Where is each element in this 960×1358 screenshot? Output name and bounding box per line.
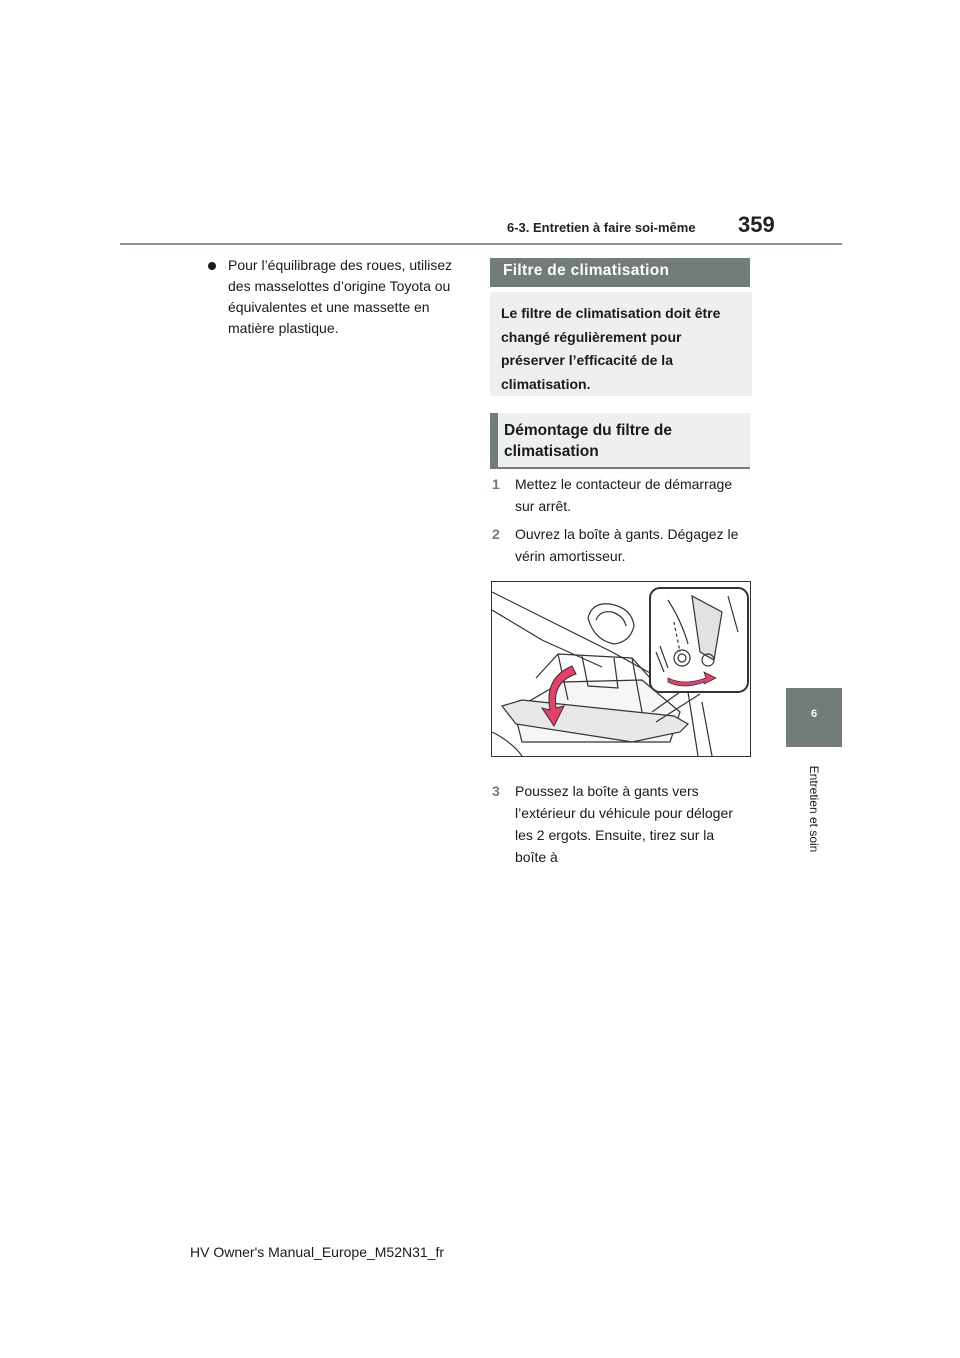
bullet-text: Pour l’équilibrage des roues, utilisez des masselottes d’origine Toyota ou équivalentes et une massette en matière plastique. [228, 257, 453, 336]
subsection-title: Démontage du filtre de climatisation [504, 422, 672, 460]
step-number: 3 [492, 783, 500, 799]
step-number: 1 [492, 476, 500, 492]
bullet-icon [208, 262, 216, 270]
step-text: Mettez le contacteur de démarrage sur arrêt. [515, 476, 733, 514]
page-number: 359 [738, 212, 775, 237]
intro-text: Le filtre de climatisation doit être changé régulièrement pour préserver l’efficacité de la climatisation. [501, 305, 721, 392]
section-title: Filtre de climatisation [503, 262, 670, 279]
subsection-title-box [490, 413, 750, 469]
chapter-number: 6 [810, 708, 818, 720]
manual-footer: HV Owner's Manual_Europe_M52N31_fr [190, 1244, 445, 1260]
step-2 [492, 523, 742, 567]
step-3 [492, 780, 742, 865]
chapter-label-container [806, 760, 822, 860]
section-header: 6-3. Entretien à faire soi-même [507, 220, 696, 235]
step-number: 2 [492, 526, 500, 542]
bullet-item [208, 255, 466, 339]
chapter-tab[interactable] [786, 688, 842, 747]
header-divider [120, 243, 842, 245]
intro-box [490, 292, 752, 396]
section-title-bar [490, 258, 750, 287]
step-1 [492, 473, 742, 517]
glovebox-illustration [491, 581, 751, 757]
glovebox-drawing [492, 582, 750, 756]
subsection-accent [490, 413, 498, 467]
step-text: Poussez la boîte à gants vers l’extérieur du véhicule pour déloger les 2 ergots. Ensuite, tirez sur la boîte à [515, 783, 733, 865]
chapter-label: Entretien et soin [807, 765, 821, 853]
step-text: Ouvrez la boîte à gants. Dégagez le vérin amortisseur. [515, 526, 739, 564]
